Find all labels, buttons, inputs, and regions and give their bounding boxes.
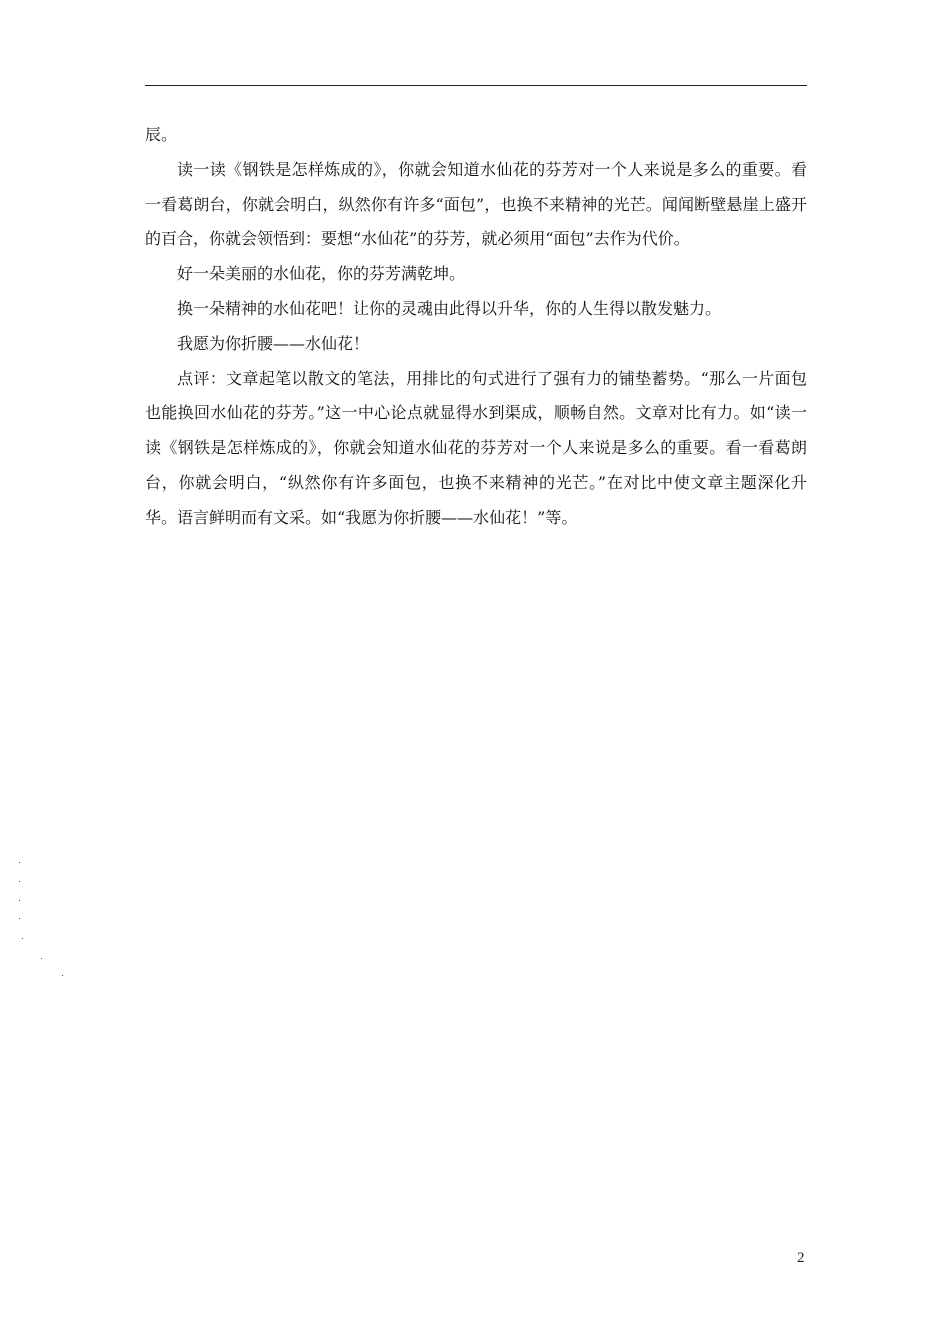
paragraph-reading: 读一读《钢铁是怎样炼成的》，你就会知道水仙花的芬芳对一个人来说是多么的重要。看一看葛朗台，你就会明白，纵然你有许多“面包”，也换不来精神的光芒。闻闻断壁悬崖上盛开的百合，你就会领悟到：要想“水仙花”的芬芳，就必须用“面包”去作为代价。 <box>145 159 807 249</box>
margin-dot <box>41 958 42 959</box>
margin-dot <box>19 918 20 919</box>
margin-dot <box>62 975 63 976</box>
header-rule <box>145 85 807 86</box>
margin-dot <box>22 938 23 939</box>
margin-dot <box>19 900 20 901</box>
paragraph-commentary: 点评：文章起笔以散文的笔法，用排比的句式进行了强有力的铺垫蓄势。“那么一片面包也能换回水仙花的芬芳。”这一中心论点就显得水到渠成，顺畅自然。文章对比有力。如“读一读《钢铁是怎样炼成的》，你就会知道水仙花的芬芳对一个人来说是多么的重要。看一看葛朗台，你就会明白，“纵然你有许多面包，也换不来精神的光芒。”在对比中使文章主题深化升华。语言鲜明而有文采。如“我愿为你折腰——水仙花！”等。 <box>145 368 807 527</box>
paragraph-spiritual-narcissus: 换一朵精神的水仙花吧！让你的灵魂由此得以升华，你的人生得以散发魅力。 <box>177 298 722 318</box>
paragraph-continuation: 辰。 <box>145 125 178 144</box>
paragraph-beautiful-narcissus: 好一朵美丽的水仙花，你的芬芳满乾坤。 <box>177 264 466 284</box>
margin-dot <box>19 881 20 882</box>
document-body <box>145 118 807 536</box>
paragraph-bow: 我愿为你折腰——水仙花！ <box>177 333 370 353</box>
page-number: 2 <box>797 1250 805 1266</box>
margin-dot <box>19 862 20 863</box>
